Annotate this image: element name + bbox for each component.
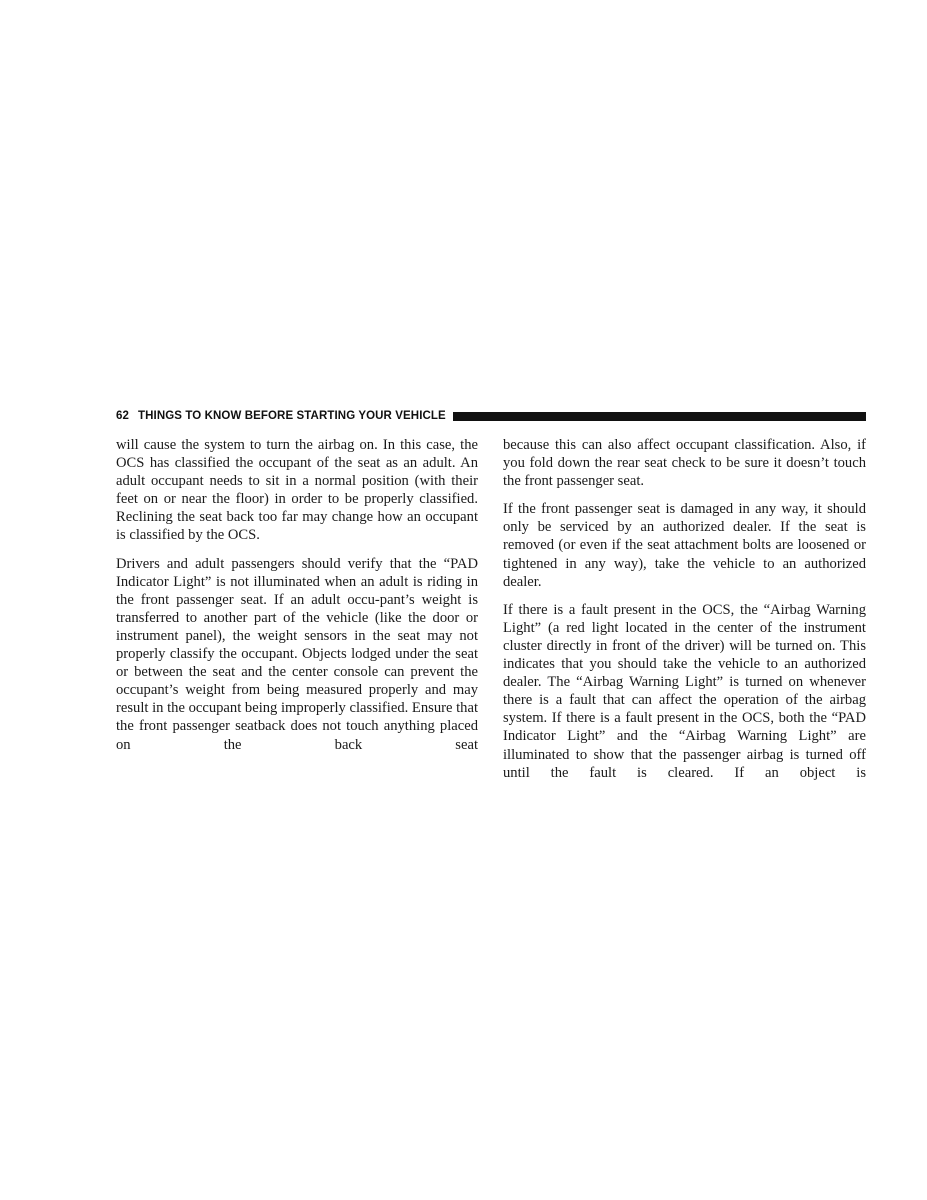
paragraph: because this can also affect occupant classification. Also, if you fold down the rear seat check to be sure it doesn’t touch the front passenger seat. xyxy=(503,437,866,490)
running-header xyxy=(116,408,866,424)
page-number: 62 xyxy=(116,410,129,422)
right-column xyxy=(503,436,866,792)
paragraph: If there is a fault present in the OCS, the “Airbag Warning Light” (a red light located in the center of the instrument cluster directly in front of the driver) will be turned on. This indicates that you should take the vehicle to an authorized dealer. The “Airbag Warning Light” is turned on whenever there is a fault that can affect the operation of the airbag system. If there is a fault present in the OCS, both the “PAD Indicator Light” and the “Airbag Warning Light” are illuminated to show that the passenger airbag is turned off until the fault is cleared. If an object is xyxy=(503,601,866,781)
paragraph: If the front passenger seat is damaged in any way, it should only be serviced by an authorized dealer. If the seat is removed (or even if the seat attachment bolts are loosened or tightened in any way), take the vehicle to an authorized dealer. xyxy=(503,501,866,590)
left-column xyxy=(116,436,478,764)
section-title: THINGS TO KNOW BEFORE STARTING YOUR VEHICLE xyxy=(138,410,446,422)
paragraph: will cause the system to turn the airbag on. In this case, the OCS has classified the occupant of the seat as an adult. An adult occupant needs to sit in a normal position (with their feet on or near the floor) in order to be properly classified. Reclining the seat back too far may change how an occupant is classified by the OCS. xyxy=(116,437,478,544)
paragraph: Drivers and adult passengers should verify that the “PAD Indicator Light” is not illuminated when an adult is riding in the front passenger seat. If an adult occu-pant’s weight is transferred to another part of the vehicle (like the door or instrument panel), the weight sensors in the seat may not properly classify the occupant. Objects lodged under the seat or between the seat and the center console can prevent the occupant’s weight from being measured properly and may result in the occupant being improperly classified. Ensure that the front passenger seatback does not touch anything placed on the back seat xyxy=(116,555,478,753)
header-rule xyxy=(453,412,866,421)
